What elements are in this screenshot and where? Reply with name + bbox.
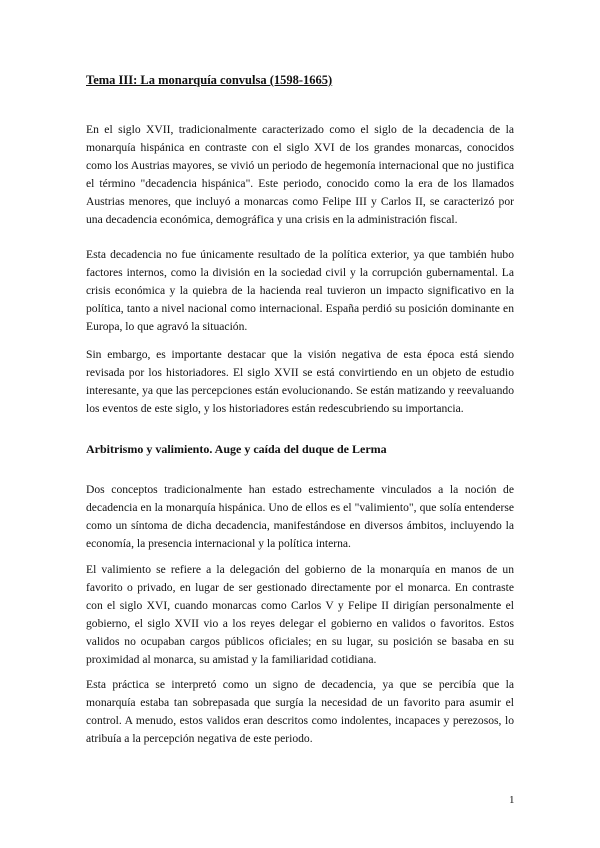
intro-paragraph-2: Esta decadencia no fue únicamente resultado de la política exterior, ya que también hubo factores internos, como la división en la sociedad civil y la corrupción gubernamental. La crisis económica y la quiebra de la hacienda real tuvieron un impacto significativo en la política, tanto a nivel nacional como internacional. España perdió su posición dominante en Europa, lo que agravó la situación. [86,248,514,333]
section-paragraph-3: Esta práctica se interpretó como un signo de decadencia, ya que se percibía que la monarquía estaba tan sobrepasada que surgía la necesidad de un favorito para asumir el control. A menudo, estos validos eran descritos como indolentes, incapaces y perezosos, lo atribuía a la percepción negativa de este periodo. [86,678,514,745]
section-paragraph-1: Dos conceptos tradicionalmente han estado estrechamente vinculados a la noción de decadencia en la monarquía hispánica. Uno de ellos es el "valimiento", que solía entenderse como un síntoma de dicha decadencia, manifestándose en diversos ámbitos, incluyendo la economía, la presencia internacional y la política interna. [86,483,514,550]
section-paragraph-2: El valimiento se refiere a la delegación del gobierno de la monarquía en manos de un favorito o privado, en lugar de ser gestionado directamente por el monarca. En contraste con el siglo XVI, cuando monarcas como Carlos V y Felipe II dirigían personalmente el gobierno, el siglo XVII vio a los reyes delegar el gobierno en validos o favoritos. Estos validos no ocupaban cargos públicos oficiales; en su lugar, su posición se basaba en su proximidad al monarca, su amistad y la familiaridad cotidiana. [86,563,514,666]
section-heading: Arbitrismo y valimiento. Auge y caída del duque de Lerma [86,442,387,456]
intro-paragraph-3: Sin embargo, es importante destacar que la visión negativa de esta época está siendo revisada por los historiadores. El siglo XVII se está convirtiendo en un objeto de estudio interesante, ya que las percepciones están evolucionando. Se están matizando y reevaluando los eventos de este siglo, y los historiadores están redescubriendo su importancia. [86,348,514,415]
document-title: Tema III: La monarquía convulsa (1598-1665) [86,73,333,87]
page-number: 1 [509,794,515,806]
intro-paragraph-1: En el siglo XVII, tradicionalmente caracterizado como el siglo de la decadencia de la monarquía hispánica en contraste con el siglo XVI de los grandes monarcas, conocidos como los Austrias mayores, se vivió un periodo de hegemonía internacional que no justifica el término "decadencia hispánica". Este periodo, conocido como la era de los llamados Austrias menores, que incluyó a monarcas como Felipe III y Carlos II, se caracterizó por una decadencia económica, demográfica y una crisis en la administración fiscal. [86,123,514,226]
